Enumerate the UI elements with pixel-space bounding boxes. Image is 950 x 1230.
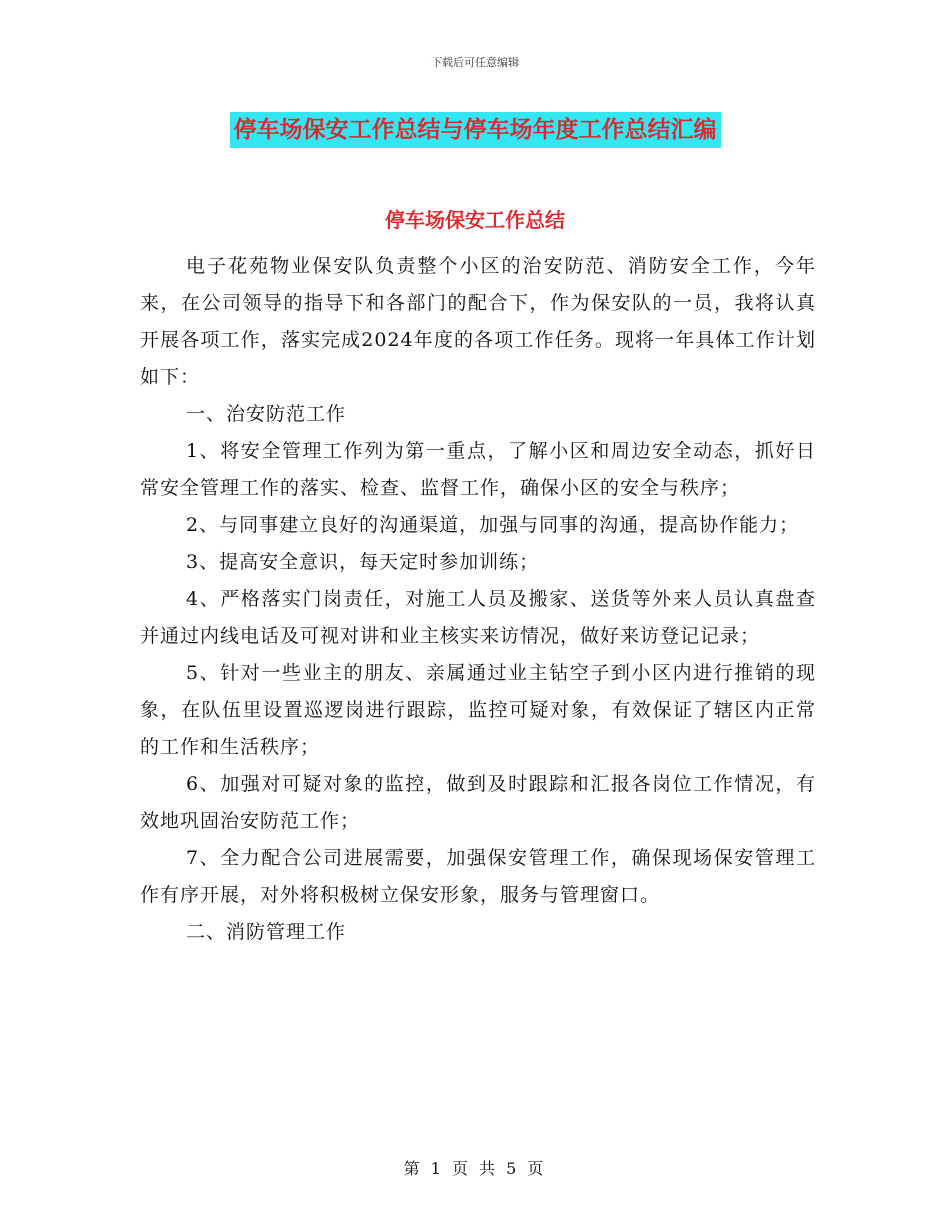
body-text [140,248,816,951]
paragraph-item-6: 6、加强对可疑对象的监控，做到及时跟踪和汇报各岗位工作情况，有效地巩固治安防范工作； [140,773,816,832]
section-title: 停车场保安工作总结 [385,208,565,232]
paragraph-item-3: 3、提高安全意识，每天定时参加训练； [186,551,540,573]
paragraph-item-7: 7、全力配合公司进展需要，加强保安管理工作，确保现场保安管理工作有序开展，对外将积极树立保安形象，服务与管理窗口。 [140,847,816,906]
paragraph-item-5: 5、针对一些业主的朋友、亲属通过业主钻空子到小区内进行推销的现象，在队伍里设置巡逻岗进行跟踪，监控可疑对象，有效保证了辖区内正常的工作和生活秩序； [140,662,816,758]
paragraph-item-1: 1、将安全管理工作列为第一重点，了解小区和周边安全动态，抓好日常安全管理工作的落实、检查、监督工作，确保小区的安全与秩序； [140,440,816,499]
heading-fire: 二、消防管理工作 [186,921,347,943]
document-title: 停车场保安工作总结与停车场年度工作总结汇编 [230,112,721,148]
heading-security: 一、治安防范工作 [186,403,347,425]
paragraph-intro: 电子花苑物业保安队负责整个小区的治安防范、消防安全工作，今年来，在公司领导的指导下和各部门的配合下，作为保安队的一员，我将认真开展各项工作，落实完成2024年度的各项工作任务。现将一年具体工作计划如下： [140,255,816,388]
paragraph-item-2: 2、与同事建立良好的沟通渠道，加强与同事的沟通，提高协作能力； [186,514,800,536]
paragraph-item-4: 4、严格落实门岗责任，对施工人员及搬家、送货等外来人员认真盘查并通过内线电话及可视对讲和业主核实来访情况，做好来访登记记录； [140,588,816,647]
header-note: 下载后可任意编辑 [431,56,519,69]
page-footer: 第 1 页 共 5 页 [403,1159,547,1178]
document-title-wrap [0,112,950,148]
